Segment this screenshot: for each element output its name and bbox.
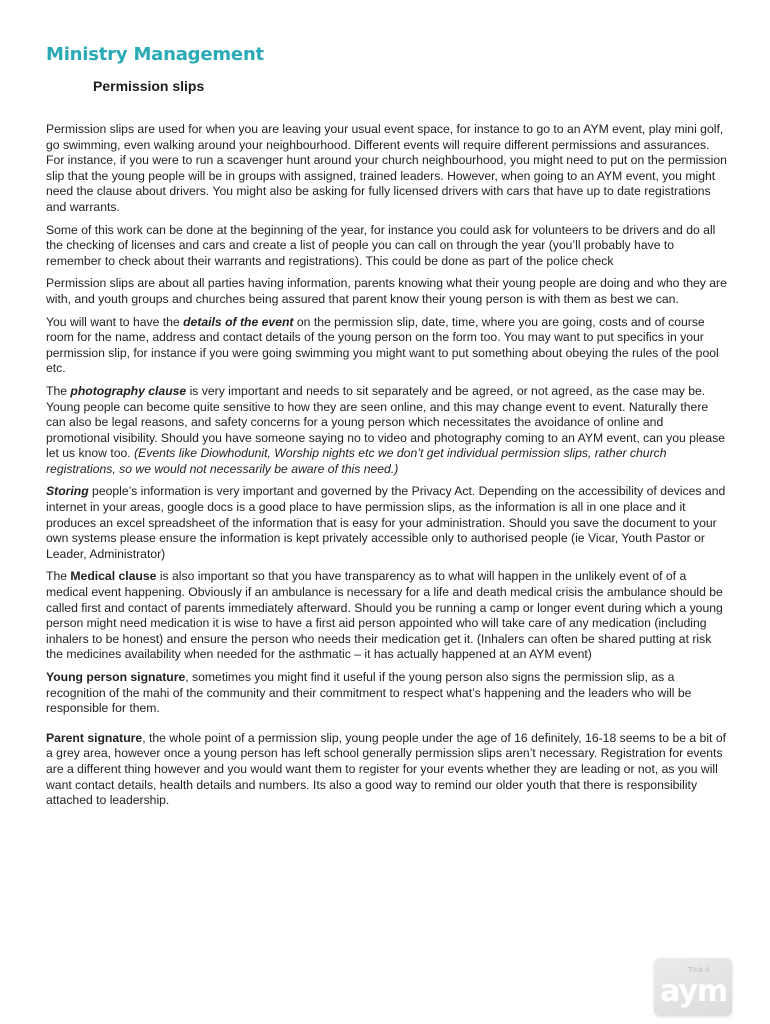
strong-text: Parent signature bbox=[46, 730, 143, 745]
paragraph-planning bbox=[46, 223, 730, 270]
emphasis-text: photography clause bbox=[70, 383, 187, 398]
paragraph-text: , sometimes you might find it useful if the young person also signs the permission slip, as a recognition of the mahi of the community and their commitment to respect what’s happening and the leaders who will be responsible for them. bbox=[46, 670, 692, 716]
paragraph-text: You will want to have the bbox=[46, 314, 184, 329]
strong-text: Young person signature bbox=[46, 670, 186, 684]
paragraph-text: The bbox=[46, 569, 71, 584]
aym-logo bbox=[654, 958, 732, 1016]
section-subtitle: Permission slips bbox=[93, 78, 205, 94]
document-body bbox=[46, 122, 730, 816]
paragraph-text: The bbox=[46, 383, 71, 398]
paragraph-text: on the permission slip, date, time, where you are going, costs and of course room for the name, address and contact details of the young person on the form too. You may want to put specifics in your permission slip, for instance if you were going swimming you might want to put something about obeying the rules of the pool etc. bbox=[46, 314, 719, 376]
paragraph-event-details bbox=[46, 315, 730, 377]
paragraph-text: is very important and needs to sit separately and be agreed, or not agreed, as the case may be. Young people can become quite sensitive to how they are seen online, and this may change event to event. Naturally there can also be legal reasons, and safety concerns for a young person which necessitates the avoidance of online and promotional visibility. Should you have someone saying no to video and photography coming to an AYM event, can you please let us know too. bbox=[46, 383, 726, 461]
paragraph-text: people’s information is very important and governed by the Privacy Act. Depending on the accessibility of devices and internet in your areas, google docs is a good place to have permission slips, as the information is all in one place and it produces an excel spreadsheet of the information that is easy for your administration. Should you save the document to your own systems please ensure the information is kept privately accessible only to authorised people (ie Vicar, Youth Pastor or Leader, Administrator) bbox=[46, 484, 726, 561]
paragraph-text: , the whole point of a permission slip, young people under the age of 16 definitely, 16-18 seems to be a bit of a grey area, however once a young person has left school generally permission slips aren’t necessary. Registration for events are a different thing however and you would want them to register for your events whether they are leading or not, as you will want contact details, health details and numbers. Its also a good way to remind our older youth that there is responsibility attached to leadership. bbox=[46, 730, 726, 808]
emphasis-text: details of the event bbox=[183, 314, 294, 329]
paragraph-text: Permission slips are about all parties having information, parents knowing what their young people are doing and who they are with, and youth groups and churches being assured that parent know their young person is with them as best we can. bbox=[46, 276, 727, 306]
paragraph-text: is also important so that you have transparency as to what will happen in the unlikely event of of a medical event happening. Obviously if an ambulance is necessary for a life and death medical crisis the ambulance should be called first and contact of parents immediately afterward. Should you be running a camp or longer event during which a young person might need medication it is wise to have a first aid person appointed who will take care of any medication (including inhalers to be honest) and ensure the person who needs their medication get it. (Inhalers can often be shared putting at risk the medicines availability when needed for the asthmatic – it has actually happened at an AYM event) bbox=[46, 569, 723, 662]
paragraph-photography bbox=[46, 384, 730, 478]
paragraph-storing bbox=[46, 484, 730, 562]
paragraph-information bbox=[46, 276, 730, 307]
strong-text: Medical clause bbox=[70, 569, 157, 584]
paragraph-parent-signature bbox=[46, 731, 730, 809]
emphasis-text: Storing bbox=[46, 484, 89, 499]
paragraph-text: Permission slips are used for when you are leaving your usual event space, for instance to go to an AYM event, play mini golf, go swimming, even walking around your neighbourhood. Different events will require different permissions and assurances. For instance, if you were to run a scavenger hunt around your church neighbourhood, you might need to put on the permission slip that the young people will be in groups with assigned, trained leaders. However, when going to an AYM event, you might need the clause about drivers. You might also be asking for fully licensed drivers with cars that have up to date registrations and warrants. bbox=[46, 122, 727, 214]
page-title: Ministry Management bbox=[46, 44, 264, 65]
paragraph-text: Some of this work can be done at the beginning of the year, for instance you could ask for volunteers to be drivers and do all the checking of licenses and cars and create a list of people you can call on through the year (you’ll probably have to remember to check about their warrants and registrations). This could be done as part of the police check bbox=[46, 222, 716, 268]
italic-note: (Events like Diowhodunit, Worship nights etc we don’t get individual permission slips, rather church registrations, so we would not necessarily be aware of this need.) bbox=[46, 446, 667, 476]
paragraph-medical bbox=[46, 569, 730, 663]
logo-small-text: Tīnā Ā bbox=[688, 966, 710, 974]
logo-text: aym bbox=[660, 974, 728, 1009]
paragraph-young-person-signature bbox=[46, 670, 730, 717]
paragraph-intro bbox=[46, 122, 730, 216]
